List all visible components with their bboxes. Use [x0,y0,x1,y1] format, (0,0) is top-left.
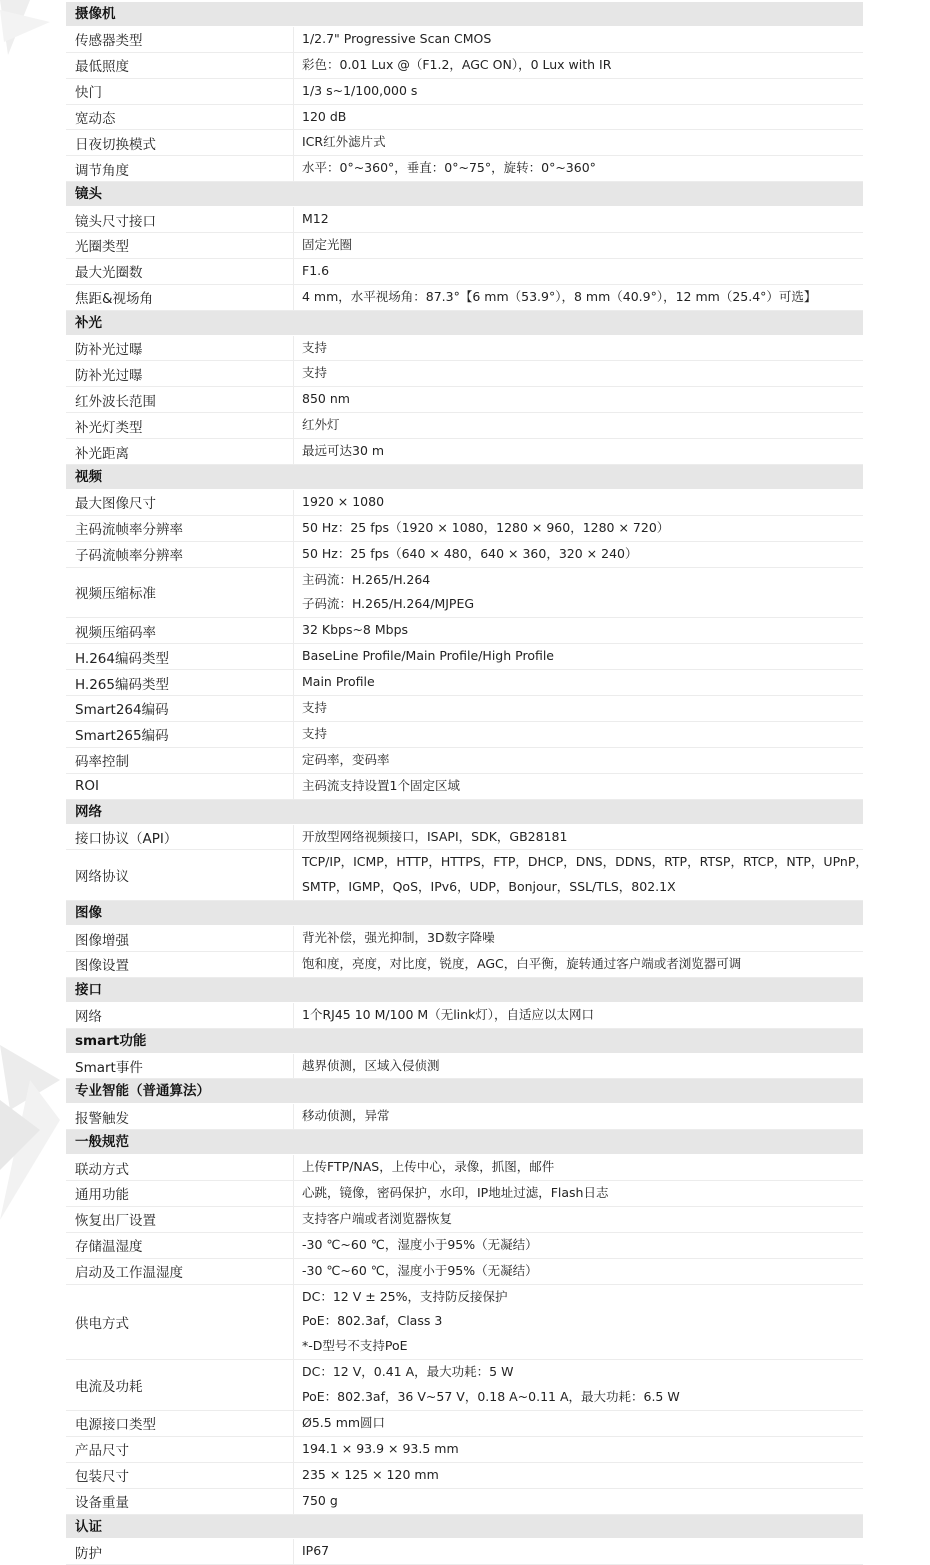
spec-row [66,53,863,79]
spec-value-line: BaseLine Profile/Main Profile/High Profile [302,648,555,664]
spec-value-line: 支持 [302,725,328,741]
spec-value-line: DC：12 V ± 25%，支持防反接保护 [302,1288,508,1304]
spec-label: 网络 [66,1003,294,1028]
spec-row [66,1539,863,1565]
spec-row [66,1003,863,1029]
spec-value-line: PoE：802.3af，Class 3 [302,1313,443,1329]
spec-row [66,568,863,619]
spec-value-line: -30 ℃~60 ℃，湿度小于95%（无凝结） [302,1262,538,1278]
spec-value [294,516,863,541]
spec-row [66,1285,863,1361]
spec-value [294,748,863,773]
spec-value-line: F1.6 [302,262,330,278]
spec-value-line: M12 [302,211,329,227]
section-header: 镜头 [66,182,863,207]
section-header: 摄像机 [66,2,863,27]
spec-value-line: 支持 [302,365,328,381]
spec-value [294,1207,863,1232]
spec-value [294,79,863,104]
spec-value [294,285,863,310]
spec-label: 宽动态 [66,105,294,130]
section-header: 专业智能（普通算法） [66,1079,863,1104]
spec-value-line: 支持客户端或者浏览器恢复 [302,1210,453,1226]
spec-label: 通用功能 [66,1181,294,1206]
spec-row [66,722,863,748]
spec-row [66,27,863,53]
spec-value [294,1489,863,1514]
spec-value [294,1285,863,1360]
spec-value [294,1360,863,1410]
spec-label: 调节角度 [66,156,294,181]
spec-row [66,233,863,259]
spec-label: 光圈类型 [66,233,294,258]
spec-value-line: 最远可达30 m [302,443,385,459]
spec-label: Smart265编码 [66,722,294,747]
spec-value [294,850,868,900]
spec-label: H.264编码类型 [66,644,294,669]
spec-value-line: 120 dB [302,108,347,124]
spec-value-line: 32 Kbps~8 Mbps [302,622,409,638]
spec-value [294,670,863,695]
spec-value-line: 主码流支持设置1个固定区域 [302,777,460,793]
spec-value [294,361,863,386]
spec-value [294,1155,863,1180]
spec-value [294,27,863,52]
spec-label: 供电方式 [66,1285,294,1360]
spec-label: 防护 [66,1539,294,1564]
spec-label: 恢复出厂设置 [66,1207,294,1232]
spec-value-line: 定码率，变码率 [302,751,390,767]
spec-row [66,542,863,568]
spec-row [66,1360,863,1411]
spec-value-line: Main Profile [302,674,375,690]
spec-row [66,1463,863,1489]
spec-row [66,1207,863,1233]
section-header: smart功能 [66,1029,863,1054]
spec-label: 设备重量 [66,1489,294,1514]
spec-row [66,1104,863,1130]
spec-row [66,156,863,182]
spec-value [294,825,863,850]
spec-value [294,156,863,181]
spec-row [66,952,863,978]
section-header: 视频 [66,465,863,490]
spec-label: 防补光过曝 [66,361,294,386]
spec-label: 启动及工作温湿度 [66,1259,294,1284]
spec-row [66,748,863,774]
spec-row [66,1259,863,1285]
spec-label: ROI [66,774,294,799]
spec-label: 存储温湿度 [66,1233,294,1258]
decorative-triangles-top [0,0,60,70]
spec-value-line: 4 mm，水平视场角：87.3°【6 mm（53.9°），8 mm（40.9°），12 mm（25.4°）可选】 [302,288,817,304]
spec-value-line: 850 nm [302,391,350,407]
spec-row [66,361,863,387]
spec-value-line: 支持 [302,339,328,355]
spec-label: 传感器类型 [66,27,294,52]
spec-label: 电流及功耗 [66,1360,294,1410]
section-header: 图像 [66,901,863,926]
spec-label: 最低照度 [66,53,294,78]
spec-label: 联动方式 [66,1155,294,1180]
spec-value-line: 1/2.7" Progressive Scan CMOS [302,30,492,46]
spec-value-line: 越界侦测，区域入侵侦测 [302,1057,440,1073]
spec-value-line: 红外灯 [302,417,340,433]
spec-row [66,1489,863,1515]
spec-row [66,644,863,670]
spec-label: 红外波长范围 [66,387,294,412]
spec-row [66,696,863,722]
spec-label: 防补光过曝 [66,336,294,361]
spec-value-line: 750 g [302,1492,338,1508]
spec-label: 快门 [66,79,294,104]
spec-row [66,439,863,465]
spec-value-line: PoE：802.3af，36 V~57 V，0.18 A~0.11 A，最大功耗：6.5 W [302,1389,680,1405]
spec-value-line: 开放型网络视频接口，ISAPI，SDK，GB28181 [302,828,568,844]
spec-value-line: 194.1 × 93.9 × 93.5 mm [302,1440,459,1456]
spec-value-line: -30 ℃~60 ℃，湿度小于95%（无凝结） [302,1236,538,1252]
spec-value [294,105,863,130]
spec-value-line: 彩色：0.01 Lux @（F1.2，AGC ON），0 Lux with IR [302,56,612,72]
spec-row [66,850,868,901]
spec-value [294,1181,863,1206]
spec-value [294,1104,863,1129]
spec-label: 焦距&视场角 [66,285,294,310]
spec-label: 子码流帧率分辨率 [66,542,294,567]
spec-value [294,53,863,78]
spec-value-line: Ø5.5 mm圆口 [302,1414,386,1430]
spec-row [66,1233,863,1259]
spec-label: 视频压缩标准 [66,568,294,618]
spec-row [66,336,863,362]
spec-table [66,2,868,1565]
spec-value [294,696,863,721]
spec-label: 网络协议 [66,850,294,900]
spec-value-line: 1920 × 1080 [302,493,385,509]
spec-value [294,233,863,258]
section-header: 补光 [66,311,863,336]
spec-value [294,1411,863,1436]
spec-row [66,130,863,156]
spec-row [66,207,863,233]
spec-value [294,1539,863,1564]
spec-label: 图像设置 [66,952,294,977]
spec-value-line: 固定光圈 [302,237,353,253]
decorative-triangles-bottom [0,1040,70,1230]
spec-label: 补光灯类型 [66,413,294,438]
spec-row [66,516,863,542]
spec-value [294,490,863,515]
spec-label: 视频压缩码率 [66,618,294,643]
spec-value-line: 1/3 s~1/100,000 s [302,82,418,98]
spec-value-line: 背光补偿，强光抑制，3D数字降噪 [302,930,495,946]
spec-row [66,105,863,131]
spec-row [66,259,863,285]
spec-value [294,1463,863,1488]
spec-value-line: 饱和度，亮度，对比度，锐度，AGC，白平衡，旋转通过客户端或者浏览器可调 [302,955,742,971]
spec-row [66,490,863,516]
spec-label: 补光距离 [66,439,294,464]
spec-value-line: 235 × 125 × 120 mm [302,1466,439,1482]
spec-row [66,1437,863,1463]
spec-label: 图像增强 [66,926,294,951]
spec-value-line: TCP/IP，ICMP，HTTP，HTTPS，FTP，DHCP，DNS，DDNS，RTP，RTSP，RTCP，NTP，UPnP， [302,854,868,870]
spec-row [66,618,863,644]
spec-value-line: DC：12 V，0.41 A，最大功耗：5 W [302,1364,514,1380]
spec-value-line: ICR红外滤片式 [302,134,386,150]
spec-value [294,774,863,799]
spec-value [294,618,863,643]
spec-label: 日夜切换模式 [66,130,294,155]
spec-value-line: IP67 [302,1543,330,1559]
spec-row [66,79,863,105]
spec-value [294,1259,863,1284]
spec-label: 主码流帧率分辨率 [66,516,294,541]
spec-label: H.265编码类型 [66,670,294,695]
spec-row [66,413,863,439]
spec-label: 最大光圈数 [66,259,294,284]
spec-label: Smart264编码 [66,696,294,721]
spec-value-line: *-D型号不支持PoE [302,1338,408,1354]
spec-label: 电源接口类型 [66,1411,294,1436]
spec-value-line: 1个RJ45 10 M/100 M（无link灯），自适应以太网口 [302,1006,595,1022]
spec-label: 码率控制 [66,748,294,773]
spec-value [294,259,863,284]
spec-value [294,722,863,747]
spec-row [66,926,863,952]
spec-label: 包装尺寸 [66,1463,294,1488]
spec-value-line: 50 Hz：25 fps（640 × 480，640 × 360，320 × 240） [302,545,638,561]
spec-value [294,952,863,977]
section-header: 接口 [66,978,863,1003]
spec-value [294,439,863,464]
spec-label: 镜头尺寸接口 [66,207,294,232]
spec-value-line: 支持 [302,700,328,716]
spec-value-line: 心跳，镜像，密码保护，水印，IP地址过滤，Flash日志 [302,1184,609,1200]
spec-value [294,542,863,567]
spec-value-line: SMTP，IGMP，QoS，IPv6，UDP，Bonjour，SSL/TLS，802.1X [302,879,676,895]
spec-label: 接口协议（API） [66,825,294,850]
spec-value [294,568,863,618]
spec-label: 报警触发 [66,1104,294,1129]
spec-value [294,413,863,438]
spec-value [294,1003,863,1028]
spec-row [66,387,863,413]
spec-row [66,285,863,311]
spec-value [294,644,863,669]
section-header: 一般规范 [66,1130,863,1155]
spec-row [66,670,863,696]
spec-value [294,1054,863,1079]
spec-row [66,1181,863,1207]
spec-value [294,336,863,361]
spec-value [294,1233,863,1258]
spec-value-line: 移动侦测，异常 [302,1108,390,1124]
spec-label: 产品尺寸 [66,1437,294,1462]
spec-row [66,1054,863,1080]
spec-label: Smart事件 [66,1054,294,1079]
spec-value-line: 主码流：H.265/H.264 [302,571,431,587]
spec-value-line: 子码流：H.265/H.264/MJPEG [302,596,475,612]
spec-label: 最大图像尺寸 [66,490,294,515]
spec-row [66,774,863,800]
spec-value [294,1437,863,1462]
spec-value [294,926,863,951]
spec-value-line: 上传FTP/NAS，上传中心，录像，抓图，邮件 [302,1159,555,1175]
spec-row [66,825,863,851]
spec-value [294,387,863,412]
spec-row [66,1155,863,1181]
section-header: 网络 [66,800,863,825]
spec-value-line: 50 Hz：25 fps（1920 × 1080，1280 × 960，1280 × 720） [302,519,670,535]
spec-value-line: 水平：0°~360°，垂直：0°~75°，旋转：0°~360° [302,160,596,176]
spec-value [294,130,863,155]
spec-value [294,207,863,232]
spec-row [66,1411,863,1437]
section-header: 认证 [66,1515,863,1540]
